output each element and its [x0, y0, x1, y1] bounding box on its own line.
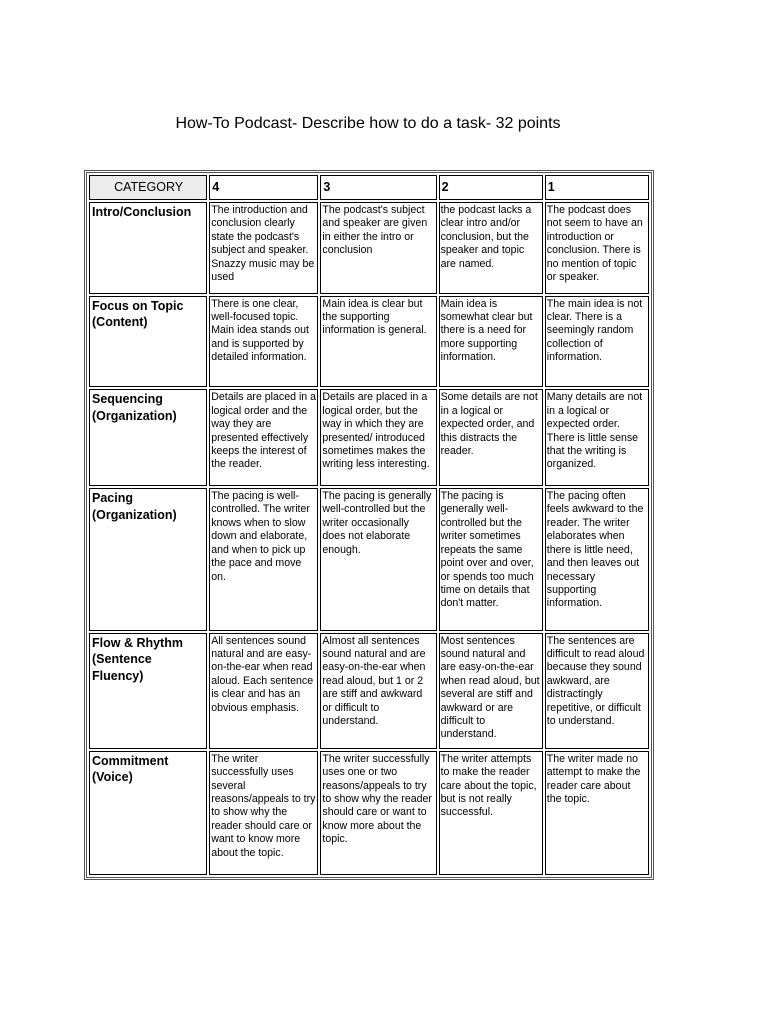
score-1-cell: The main idea is not clear. There is a seemingly random collection of information. — [545, 296, 649, 388]
score-1-cell: The podcast does not seem to have an introduction or conclusion. There is no mention of topic or speaker. — [545, 202, 649, 294]
score-1-cell: The sentences are difficult to read aloud because they sound awkward, are distractingly repetitive, or difficult to understand. — [545, 633, 649, 749]
header-score-4: 4 — [209, 175, 318, 200]
category-cell: Pacing (Organization) — [89, 488, 207, 631]
page-title: How-To Podcast- Describe how to do a task- 32 points — [175, 115, 561, 132]
score-1-cell: Many details are not in a logical or expected order. There is little sense that the writing is organized. — [545, 389, 649, 486]
score-3-cell: The pacing is generally well-controlled but the writer occasionally does not elaborate enough. — [320, 488, 436, 631]
score-4-cell: The introduction and conclusion clearly state the podcast's subject and speaker. Snazzy music may be used — [209, 202, 318, 294]
header-score-1: 1 — [545, 175, 649, 200]
rubric-table — [87, 173, 651, 877]
table-row — [89, 389, 649, 486]
table-row — [89, 633, 649, 749]
header-score-2: 2 — [439, 175, 543, 200]
score-4-cell: There is one clear, well-focused topic. Main idea stands out and is supported by detailed information. — [209, 296, 318, 388]
score-4-cell: The pacing is well-controlled. The writer knows when to slow down and elaborate, and when to pick up the pace and move on. — [209, 488, 318, 631]
header-row — [89, 175, 649, 200]
rubric-table-frame — [84, 170, 654, 880]
table-row — [89, 202, 649, 294]
header-score-3: 3 — [320, 175, 436, 200]
score-2-cell: Main idea is somewhat clear but there is a need for more supporting information. — [439, 296, 543, 388]
score-3-cell: The writer successfully uses one or two reasons/appeals to try to show why the reader should care or want to know more about the topic. — [320, 751, 436, 875]
score-4-cell: All sentences sound natural and are easy-on-the-ear when read aloud. Each sentence is clear and has an obvious emphasis. — [209, 633, 318, 749]
score-2-cell: The pacing is generally well-controlled but the writer sometimes repeats the same point over and over, or spends too much time on details that don't matter. — [439, 488, 543, 631]
score-3-cell: Details are placed in a logical order, but the way in which they are presented/ introduced sometimes makes the writing less interesting. — [320, 389, 436, 486]
category-cell: Sequencing (Organization) — [89, 389, 207, 486]
score-3-cell: Main idea is clear but the supporting information is general. — [320, 296, 436, 388]
table-row — [89, 296, 649, 388]
score-4-cell: The writer successfully uses several reasons/appeals to try to show why the reader should care or want to know more about the topic. — [209, 751, 318, 875]
category-cell: Commitment (Voice) — [89, 751, 207, 875]
score-1-cell: The writer made no attempt to make the reader care about the topic. — [545, 751, 649, 875]
score-2-cell: Most sentences sound natural and are easy-on-the-ear when read aloud, but several are stiff and awkward or are difficult to understand. — [439, 633, 543, 749]
score-1-cell: The pacing often feels awkward to the reader. The writer elaborates when there is little need, and then leaves out necessary supporting information. — [545, 488, 649, 631]
score-3-cell: Almost all sentences sound natural and are easy-on-the-ear when read aloud, but 1 or 2 are stiff and awkward or difficult to understand. — [320, 633, 436, 749]
score-4-cell: Details are placed in a logical order and the way they are presented effectively keeps the interest of the reader. — [209, 389, 318, 486]
score-2-cell: the podcast lacks a clear intro and/or conclusion, but the speaker and topic are named. — [439, 202, 543, 294]
category-cell: Intro/Conclusion — [89, 202, 207, 294]
table-row — [89, 751, 649, 875]
category-cell: Flow & Rhythm (Sentence Fluency) — [89, 633, 207, 749]
header-category: CATEGORY — [89, 175, 207, 200]
score-2-cell: The writer attempts to make the reader care about the topic, but is not really successful. — [439, 751, 543, 875]
category-cell: Focus on Topic (Content) — [89, 296, 207, 388]
score-3-cell: The podcast's subject and speaker are given in either the intro or conclusion — [320, 202, 436, 294]
score-2-cell: Some details are not in a logical or expected order, and this distracts the reader. — [439, 389, 543, 486]
table-row — [89, 488, 649, 631]
